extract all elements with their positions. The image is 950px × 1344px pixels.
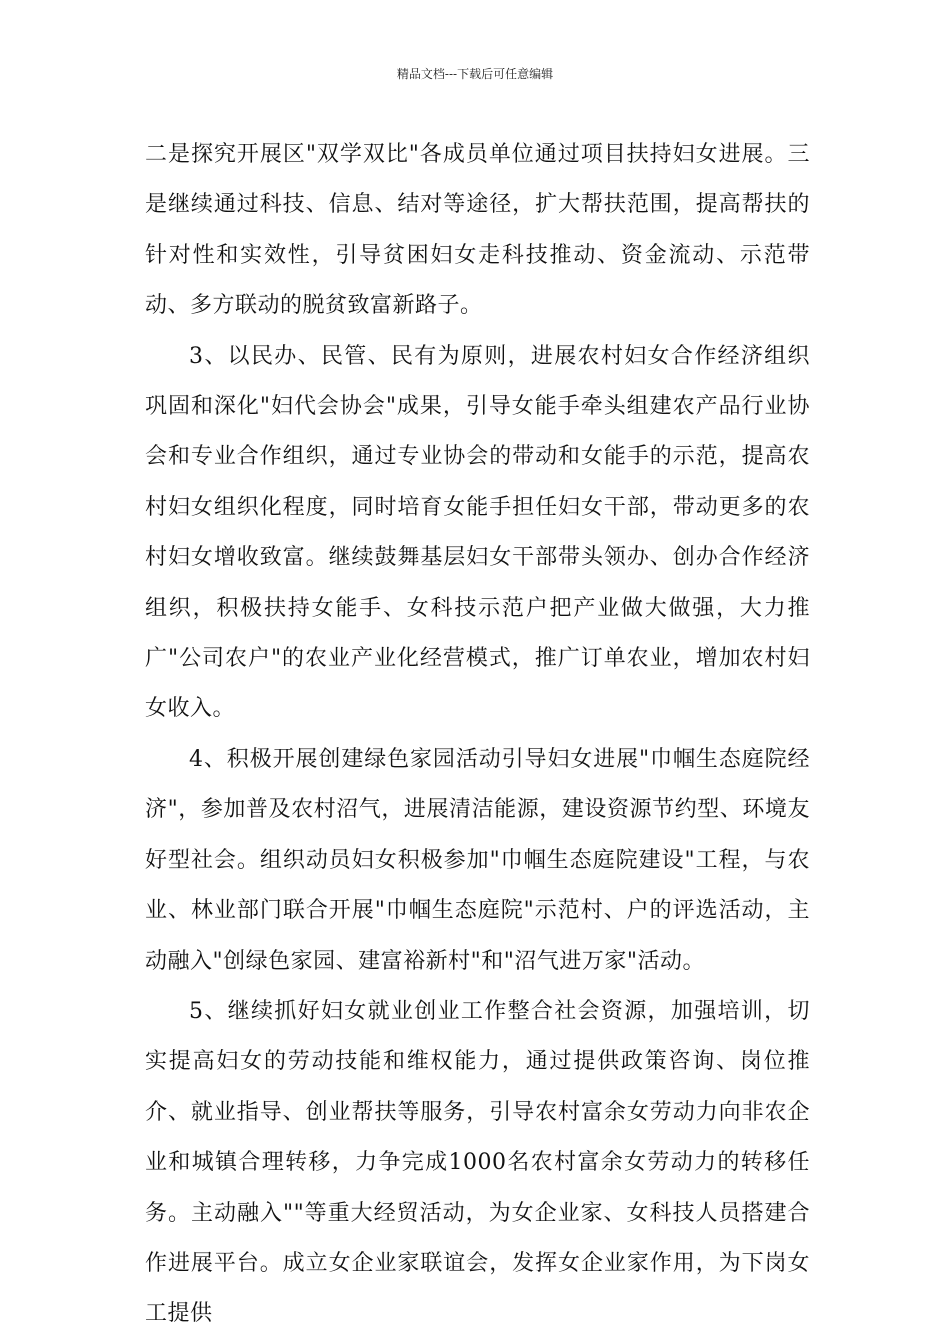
page-header: 精品文档---下载后可任意编辑 bbox=[396, 67, 554, 81]
document-body bbox=[145, 130, 810, 1340]
paragraph-item-4: 4、积极开展创建绿色家园活动引导妇女进展"巾帼生态庭院经济"，参加普及农村沼气，进展清洁能源，建设资源节约型、环境友好型社会。组织动员妇女积极参加"巾帼生态庭院建设"工程，与农业、林业部门联合开展"巾帼生态庭院"示范村、户的评选活动，主动融入"创绿色家园、建富裕新村"和"沼气进万家"活动。 bbox=[145, 746, 810, 974]
paragraph-continuation: 二是探究开展区"双学双比"各成员单位通过项目扶持妇女进展。三是继续通过科技、信息、结对等途径，扩大帮扶范围，提高帮扶的针对性和实效性，引导贫困妇女走科技推动、资金流动、示范带动、多方联动的脱贫致富新路子。 bbox=[145, 142, 810, 319]
paragraph-item-5: 5、继续抓好妇女就业创业工作整合社会资源，加强培训，切实提高妇女的劳动技能和维权能力，通过提供政策咨询、岗位推介、就业指导、创业帮扶等服务，引导农村富余女劳动力向非农企业和城镇合理转移，力争完成1000名农村富余女劳动力的转移任务。主动融入""等重大经贸活动，为女企业家、女科技人员搭建合作进展平台。成立女企业家联谊会，发挥女企业家作用，为下岗女工提供 bbox=[145, 998, 810, 1327]
paragraph-item-3: 3、以民办、民管、民有为原则，进展农村妇女合作经济组织巩固和深化"妇代会协会"成果，引导女能手牵头组建农产品行业协会和专业合作组织，通过专业协会的带动和女能手的示范，提高农村妇女组织化程度，同时培育女能手担任妇女干部，带动更多的农村妇女增收致富。继续鼓舞基层妇女干部带头领办、创办合作经济组织，积极扶持女能手、女科技示范户把产业做大做强，大力推广"公司农户"的农业产业化经营模式，推广订单农业，增加农村妇女收入。 bbox=[145, 343, 810, 722]
